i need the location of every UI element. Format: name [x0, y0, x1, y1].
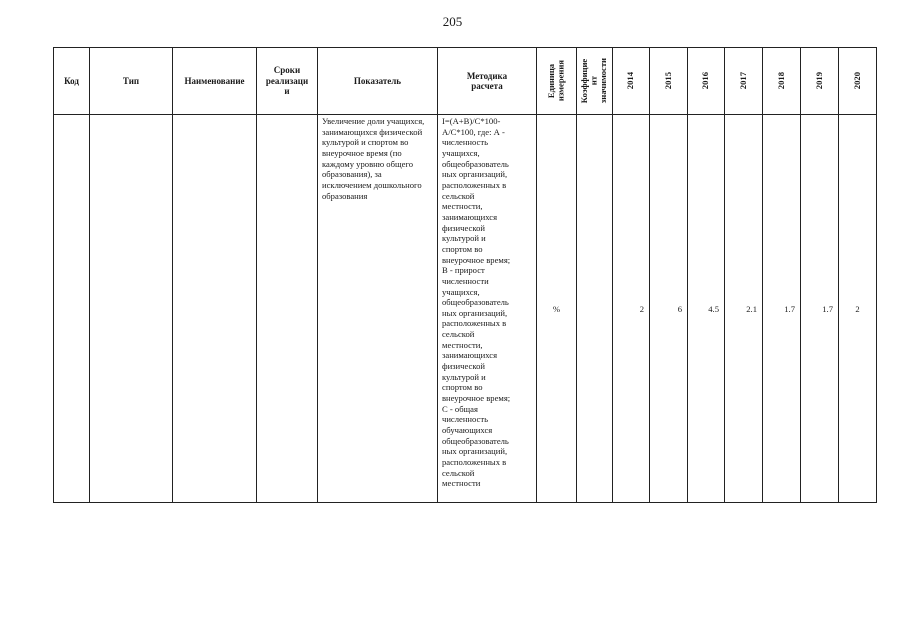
header-unit-label: Единица измерения: [546, 60, 566, 102]
header-year-2016: [688, 48, 725, 115]
cell-year-2020: [839, 115, 877, 503]
cell-year-2016: [688, 115, 725, 503]
header-indicator: Показатель: [318, 48, 438, 115]
header-year-label: 2018: [775, 72, 786, 90]
cell-year-2015: [650, 115, 688, 503]
cell-year-value: 2.1: [746, 303, 757, 314]
header-type: Тип: [90, 48, 173, 115]
cell-year-value: 6: [677, 303, 682, 314]
indicators-table: [53, 47, 877, 503]
cell-type: [90, 115, 173, 503]
header-name: Наименование: [173, 48, 257, 115]
header-unit: [537, 48, 577, 115]
table-header-row: [54, 48, 877, 115]
header-year-2020: [839, 48, 877, 115]
header-year-label: 2019: [813, 72, 824, 90]
table-row: [54, 115, 877, 503]
cell-name: [173, 115, 257, 503]
cell-unit-value: %: [552, 303, 561, 314]
cell-year-value: 2: [639, 303, 644, 314]
header-year-label: 2014: [625, 72, 636, 90]
cell-year-2017: [725, 115, 763, 503]
page-number: 205: [442, 14, 463, 29]
header-code: Код: [54, 48, 90, 115]
cell-unit: [537, 115, 577, 503]
header-coef-label: Коэффицие нт значимости: [579, 58, 609, 104]
cell-method: I=(A+B)/C*100- A/C*100, где: А - численность учащихся, общеобразователь ных организаций, расположенных в сельской местности, занимающихся физической культурой и спортом во внеурочное время; В - прирост численности учащихся, общеобразователь ных организаций, расположенных в сельской местности, занимающихся физической культурой и спортом во внеурочное время; С - общая численность обучающихся общеобразователь ных организаций, расположенных в сельской местности: [438, 115, 537, 503]
header-year-label: 2017: [737, 72, 748, 90]
cell-year-2018: [763, 115, 801, 503]
cell-code: [54, 115, 90, 503]
header-year-2018: [763, 48, 801, 115]
header-year-2014: [613, 48, 650, 115]
header-year-label: 2016: [700, 72, 711, 90]
header-coef: [577, 48, 613, 115]
header-year-2019: [801, 48, 839, 115]
header-year-2017: [725, 48, 763, 115]
header-terms: Сроки реализаци и: [257, 48, 318, 115]
cell-indicator: Увеличение доли учащихся, занимающихся физической культурой и спортом во внеурочное время (по каждому уровню общего образования), за исключением дошкольного образования: [318, 115, 438, 503]
cell-year-value: 2: [855, 303, 860, 314]
header-method: Методика расчета: [438, 48, 537, 115]
cell-terms: [257, 115, 318, 503]
header-year-2015: [650, 48, 688, 115]
header-year-label: 2020: [851, 72, 862, 90]
cell-year-2019: [801, 115, 839, 503]
cell-year-value: 1.7: [784, 303, 795, 314]
cell-year-value: 1.7: [822, 303, 833, 314]
cell-year-2014: [613, 115, 650, 503]
header-year-label: 2015: [662, 72, 673, 90]
cell-year-value: 4.5: [708, 303, 719, 314]
cell-coef: [577, 115, 613, 503]
